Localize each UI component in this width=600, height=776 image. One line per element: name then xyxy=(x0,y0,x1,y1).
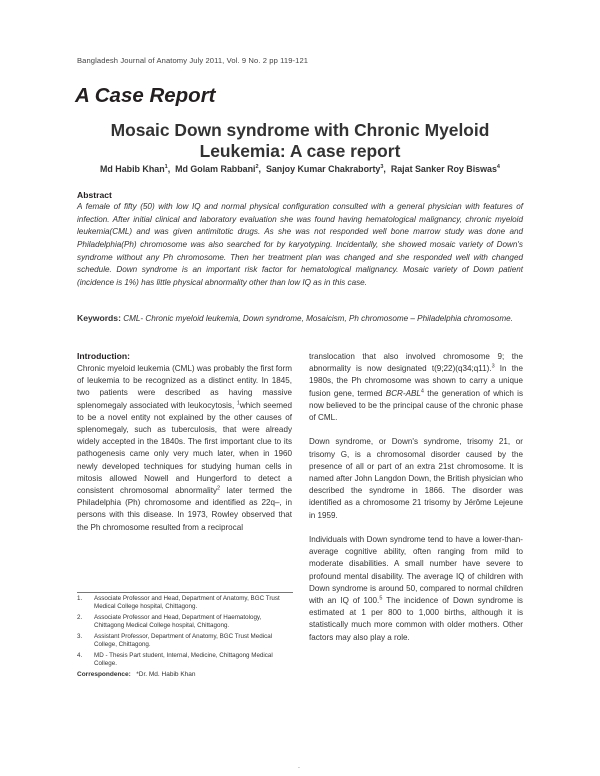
body-column-left xyxy=(77,363,292,534)
author-name: Md Golam Rabbani xyxy=(175,164,256,174)
keywords-text: CML- Chronic myeloid leukemia, Down syndrome, Mosaicism, Ph chromosome – Philadelphia chromosome. xyxy=(123,314,513,323)
gene-name: BCR-ABL xyxy=(385,388,421,398)
footnote-number: 2. xyxy=(77,614,83,622)
citation-mark: 5 xyxy=(379,595,383,602)
footnote-text: Associate Professor and Head, Department of Haematology, Chittagong Medical College hospital, Chittagong. xyxy=(94,614,262,630)
title-line-1: Mosaic Down syndrome with Chronic Myeloid xyxy=(110,120,490,140)
footnotes xyxy=(77,595,292,680)
body-text: the generation of which is now believed to be the principal cause of the chronic phase of CML. xyxy=(309,388,523,423)
cognitive-paragraph xyxy=(309,534,523,644)
author-name: Md Habib Khan xyxy=(100,164,165,174)
title-line-2: Leukemia: A case report xyxy=(199,141,401,161)
citation-mark: 1 xyxy=(236,399,240,406)
keywords xyxy=(77,312,523,325)
body-text: In the 1980s, the Ph chromosome was shown to carry a unique fusion gene, termed xyxy=(309,364,523,398)
body-text: which seemed to be a novel entity not explained by the other causes of splenomegaly, such as tuberculosis, that were already widely accepted in the 1840s. The first important clue to its pathogenesis came only very much later, when in 1960 newly developed techniques for studying human cells in mitosis allowed Nowell and Hungerford to detect a consistent chromosomal abnormality xyxy=(77,400,292,496)
author-name: Sanjoy Kumar Chakraborty xyxy=(265,164,381,174)
footnote-text: MD - Thesis Part student, Internal, Medicine, Chittagong Medical College. xyxy=(94,652,273,668)
author-affiliation-mark: 3 xyxy=(380,164,384,171)
keywords-label: Keywords: xyxy=(77,313,121,323)
section-label: A Case Report xyxy=(75,84,216,107)
intro-paragraph-1 xyxy=(77,363,292,534)
page-marker: . xyxy=(298,763,300,770)
body-text: Individuals with Down syndrome tend to have a lower-than-average cognitive ability, often ranging from mild to moderate disabilities. A small number have severe to profound mental disability. The average IQ of children with Down syndrome is around 50, compared to normal children with an IQ of 100. xyxy=(309,535,523,606)
paper-title xyxy=(70,120,530,162)
body-column-right xyxy=(309,351,523,656)
down-syndrome-paragraph: Down syndrome, or Down's syndrome, trisomy 21, or trisomy G, is a chromosomal disorder caused by the presence of all or part of an extra 21st chromosome. It is named after John Langdon Down, the British physician who described the syndrome in 1866. The disorder was identified as a chromosome 21 trisomy by Jérôme Lejeune in 1959. xyxy=(309,437,523,520)
journal-citation: Bangladesh Journal of Anatomy July 2011, Vol. 9 No. 2 pp 119-121 xyxy=(77,56,309,65)
author-name: Rajat Sanker Roy Biswas xyxy=(390,164,497,174)
correspondence-author: *Dr. Md. Habib Khan xyxy=(136,671,196,679)
citation-mark: 4 xyxy=(420,387,424,394)
footnote-text: Assistant Professor, Department of Anatomy, BGC Trust Medical College, Chittagong. xyxy=(94,633,273,649)
introduction-heading: Introduction: xyxy=(77,351,130,361)
footnote-item xyxy=(77,614,292,630)
footnote-text: Associate Professor and Head, Department of Anatomy, BGC Trust Medical College hospital, Chittagong. xyxy=(94,595,280,611)
correspondence xyxy=(77,671,292,679)
intro-paragraph-continued xyxy=(309,351,523,424)
body-text: translocation that also involved chromosome 9; the abnormality is now designated t(9;22)(q34;q11). xyxy=(309,352,523,374)
footnote-item xyxy=(77,652,292,668)
citation-mark: 3 xyxy=(491,363,495,370)
footnote-number: 1. xyxy=(77,595,83,602)
body-text: Chronic myeloid leukemia (CML) was probably the first form of leukemia to be recognized as a distinct entity. In 1845, two patients were described as having massive splenomegaly associated with leukocytosis, xyxy=(77,364,292,410)
abstract-text: A female of fifty (50) with low IQ and normal physical configuration consulted with a general physician with features of infection. After initial clinical and laboratory evaluation she was found having hematological malignancy, chronic myeloid leukemia(CML) and was given antimitotic drugs. As she was not responded well bone marrow study was done and Philadelphia(Ph) chromosome was also searched for by karyotyping. Incidentally, she showed mosaic variety of Down's syndrome without any Ph chromosome. Then her treatment plan was changed and she responded well with changed schedule. Down syndrome is an important risk factor for hematological malignancy. Mosaic variety of Down patient (incidence is 1%) has little physical abnormality other than low IQ as in this case. xyxy=(77,202,523,287)
author-affiliation-mark: 2 xyxy=(255,164,259,171)
author-affiliation-mark: 1 xyxy=(164,164,168,171)
author-affiliation-mark: 4 xyxy=(496,164,500,171)
author-list: Md Habib Khan$^1$, Md Golam Rabbani$^2$, Sanjoy Kumar Chakraborty$^3$, Rajat Sanker Roy Biswas$^4$ xyxy=(100,164,500,174)
footnote-item xyxy=(77,633,292,649)
body-text: The incidence of Down syndrome is estimated at 1 per 800 to 1,000 births, although it is statistically much more common with older mothers. Other factors may also play a role. xyxy=(309,596,523,642)
citation-mark: 2 xyxy=(217,485,221,492)
footnote-number: 4. xyxy=(77,652,83,660)
abstract-heading: Abstract xyxy=(77,190,112,200)
footnote-number: 3. xyxy=(77,633,83,641)
footnote-divider xyxy=(77,592,293,593)
body-text: later termed the Philadelphia (Ph) chromosome and identified as 22q–, in persons with this disease. In 1973, Rowley observed that the Ph chromosome resulted from a reciprocal xyxy=(77,486,292,532)
correspondence-label: Correspondence: xyxy=(77,671,131,679)
footnote-item xyxy=(77,595,292,611)
